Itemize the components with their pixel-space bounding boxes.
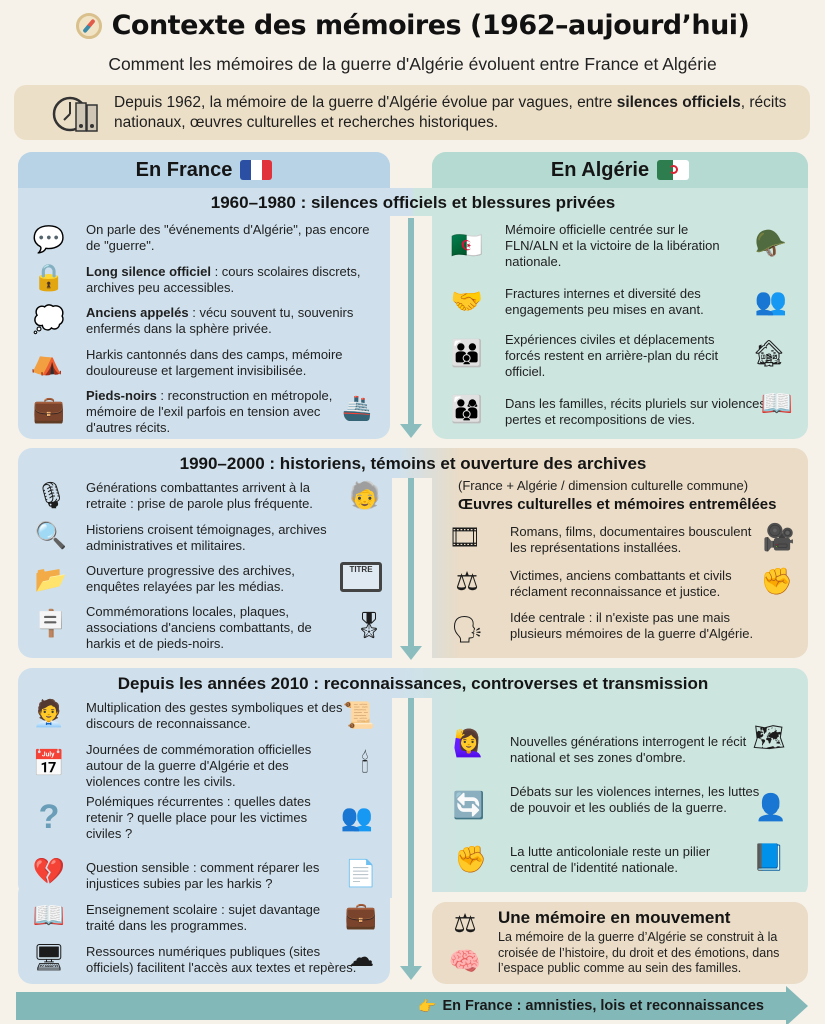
photo-album-icon: 📖 [760,388,794,418]
soldier-rifle-icon: 🪖 [754,228,788,258]
pointing-hand-icon: 👉 [418,998,437,1015]
raised-fist-icon: ✊ [760,566,794,596]
soldier-thought-icon: 💭 [32,304,66,334]
list-item: Mémoire officielle centrée sur le FLN/ALN et la victoire de la libération nationale. [505,222,720,269]
list-item: Polémiques récurrentes : quelles dates retenir ? quelle place pour les victimes civiles ? [86,794,311,841]
ship-luggage-icon: 🚢 [342,395,372,422]
plaque-icon: 🪧 [34,608,68,638]
list-item: Dans les familles, récits pluriels sur violences, pertes et recompositions de vies. [505,396,770,427]
scales-icon: ⚖ [453,908,477,938]
intro-text: Depuis 1962, la mémoire de la guerre d'Algérie évolue par vagues, entre silences officiels, récits nationaux, œuvres culturelles et recherches historiques. [114,93,787,131]
candle-icon: 🕯 [361,748,369,778]
woman-raising-hand-icon: 🙋‍♀️ [452,728,486,758]
dialogue-heads-icon: 🗣 [450,614,484,644]
silhouette-icon: 👤 [754,792,788,822]
podium-speaker-icon: 🧑‍💼 [32,698,66,728]
film-book-icon: 🎞 [448,522,482,552]
timeline-arrow-icon [400,966,422,980]
open-book-icon: 📖 [32,900,66,930]
family-walking-icon: 👪 [450,338,484,368]
list-item: Anciens appelés : vécu souvent tu, souvenirs enfermés dans la sphère privée. [86,305,354,336]
bottom-timeline-bar: 👉 En France : amnisties, lois et reconnaissances [16,992,786,1020]
elderly-person-icon: 🧓 [348,480,382,510]
list-item: Commémorations locales, plaques, associations d'anciens combattants, de harkis et de pieds-noirs. [86,604,312,651]
list-item: Multiplication des gestes symboliques et des discours de reconnaissance. [86,700,343,731]
school-bag-icon: 💼 [344,900,378,930]
scales-icon: ⚖ [455,566,479,596]
period-title-1960: 1960–1980 : silences officiels et blessures privées [210,193,616,212]
algerian-flag-icon [657,160,689,180]
list-item: Journées de commémoration officielles autour de la guerre d'Algérie et des violences contre les civils. [86,742,312,789]
list-item: On parle des "événements d'Algérie", pas encore de "guerre". [86,222,370,253]
page-title: Contexte des mémoires (1962–aujourd’hui) [0,10,825,41]
list-item: La lutte anticoloniale reste un pilier central de l'identité nationale. [510,844,711,875]
shared-heading: Œuvres culturelles et mémoires entremêlées [458,496,777,513]
conclusion-title: Une mémoire en mouvement [498,908,731,927]
news-screen-icon: TITRE [340,562,382,592]
movie-camera-icon: 🎥 [762,522,796,552]
conclusion-text: La mémoire de la guerre d’Algérie se construit à la croisée de l’histoire, du droit et des émotions, dans l’espace public comme au sein des familles. [498,930,780,975]
bandaged-heart-icon: 💔 [32,856,66,886]
brain-icon: 🧠 [448,946,482,976]
list-item: Nouvelles générations interrogent le récit national et ses zones d'ombre. [510,734,747,765]
open-folder-icon: 📂 [34,564,68,594]
list-item: Romans, films, documentaires bousculent les représentations installées. [510,524,752,555]
medal-icon: 🎖 [352,610,386,640]
debate-arrows-icon: 🔄 [452,790,486,820]
list-item: Débats sur les violences internes, les luttes de pouvoir et les oubliés de la guerre. [510,784,760,815]
list-item: Générations combattantes arrivent à la retraite : prise de parole plus fréquente. [86,480,313,511]
shared-note: (France + Algérie / dimension culturelle commune) [458,478,749,493]
raised-fist-icon: ✊ [454,844,488,874]
timeline-line [408,478,414,646]
list-item: Idée centrale : il n'existe pas une mais plusieurs mémoires de la guerre d'Algérie. [510,610,754,641]
cloud-server-icon: ☁ [348,942,374,972]
intro-banner [14,85,810,140]
list-item: Ressources numériques publiques (sites officiels) facilitent l'accès aux textes et repères. [86,944,357,975]
algeria-column-header: En Algérie [432,152,808,188]
bottom-arrow-icon [786,986,808,1024]
list-item: Historiens croisent témoignages, archives administratives et militaires. [86,522,327,553]
folder-magnifier-icon: 🔍 [34,520,68,550]
destroyed-house-icon: 🏚 [752,338,786,368]
handshake-icon: 🤝 [450,286,484,316]
timeline-line [408,218,414,424]
timeline-arrow-icon [400,646,422,660]
list-item: Enseignement scolaire : sujet davantage traité dans les programmes. [86,902,321,933]
france-column-header: En France [18,152,390,188]
handshake-scroll-icon: 📜 [342,700,376,730]
calendar-clock-icon: 📅 [32,748,66,778]
period-title-1990: 1990–2000 : historiens, témoins et ouverture des archives [179,454,647,473]
computer-screen-icon: 🖥 [32,942,66,972]
clock-archives-icon [52,93,102,135]
french-flag-icon [240,160,272,180]
list-item: Ouverture progressive des archives, enquêtes relayées par les médias. [86,563,295,594]
list-item: Victimes, anciens combattants et civils réclament reconnaissance et justice. [510,568,732,599]
question-mark-icon: ? [38,798,60,836]
speech-question-icon: 💬 [32,224,66,254]
tent-camp-icon: ⛺ [30,346,64,376]
list-item: Long silence officiel : cours scolaires discrets, archives peu accessibles. [86,264,361,295]
list-item: Question sensible : comment réparer les injustices subies par les harkis ? [86,860,320,891]
split-heads-icon: 👥 [754,286,788,316]
family-group-icon: 👨‍👩‍👦 [450,394,484,424]
map-flag-book-icon: 📘 [752,842,786,872]
list-item: Pieds-noirs : reconstruction en métropole, mémoire de l'exil parfois en tension avec d'autres récits. [86,388,333,435]
microphone-icon: 🎙 [34,480,68,510]
two-people-icon: 👥 [340,802,374,832]
page-subtitle: Comment les mémoires de la guerre d'Algérie évoluent entre France et Algérie [108,54,717,74]
locked-books-icon: 🔒 [32,262,66,292]
list-item: Fractures internes et diversité des engagements peu mises en avant. [505,286,704,317]
period-title-2010: Depuis les années 2010 : reconnaissances, controverses et transmission [117,674,709,693]
compass-icon [76,13,102,39]
algeria-map-question-icon: 🗺 [752,722,786,752]
suitcase-icon: 💼 [32,394,66,424]
panel-gap [432,892,808,902]
algerian-flag-icon: 🇩🇿 [450,230,484,260]
list-item: Harkis cantonnés dans des camps, mémoire douloureuse et largement invisibilisée. [86,347,343,378]
timeline-line [408,698,414,968]
list-item: Expériences civiles et déplacements forcés restent en arrière-plan du récit officiel. [505,332,719,379]
timeline-arrow-icon [400,424,422,438]
certificate-icon: 📄 [344,858,378,888]
